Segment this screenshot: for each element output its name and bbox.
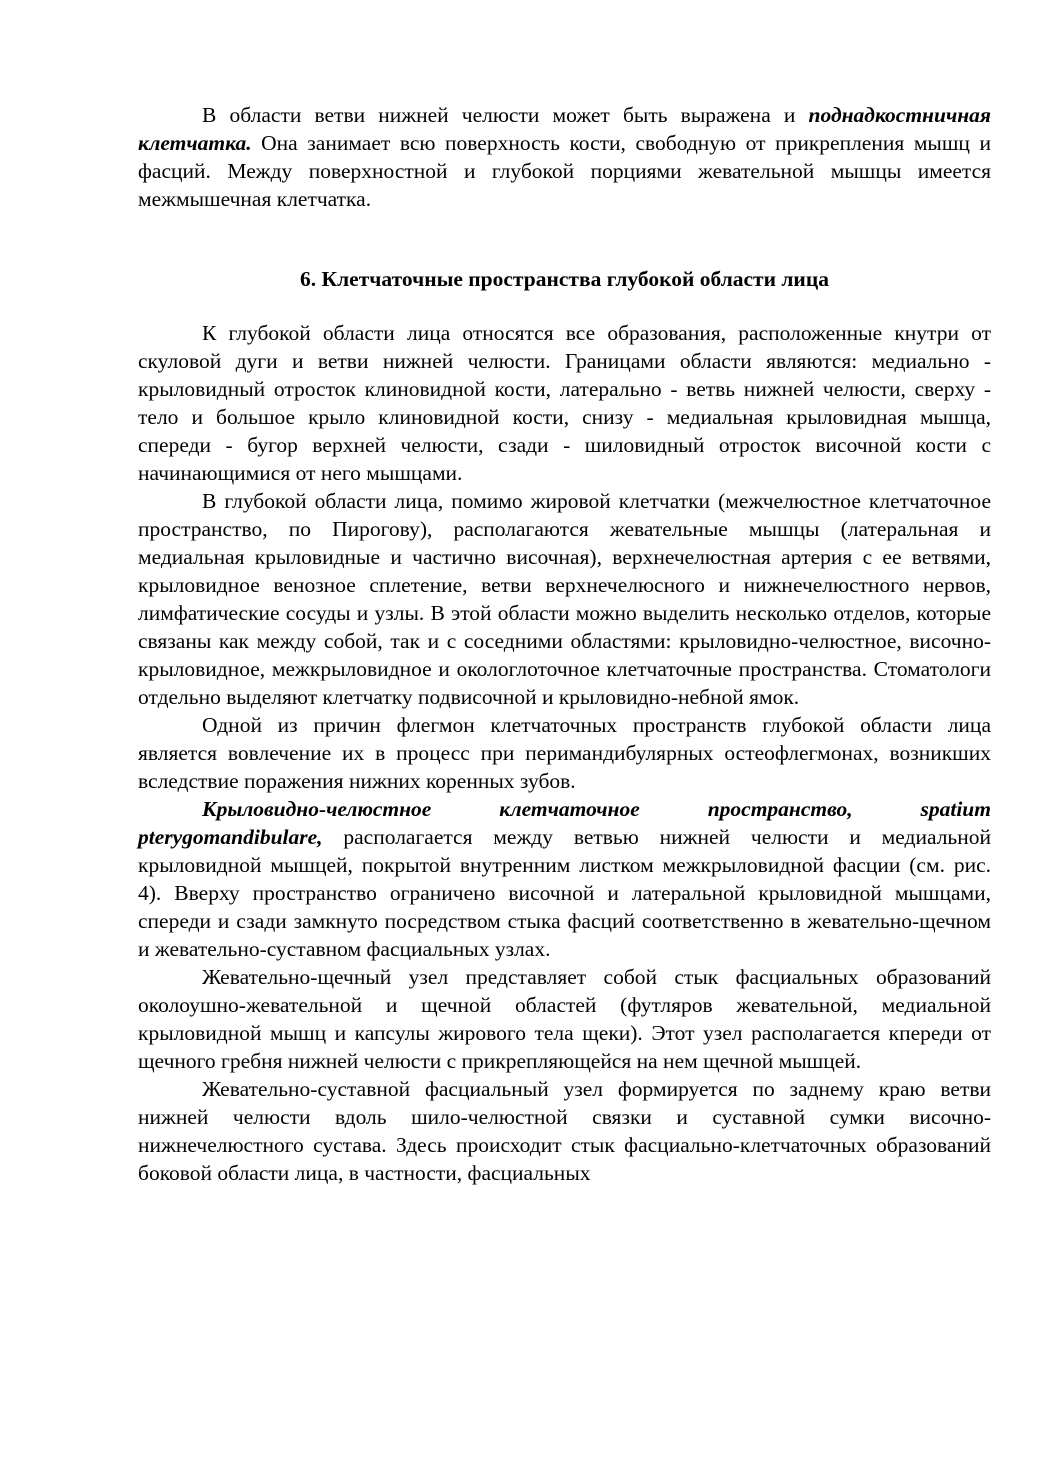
spacer: [138, 213, 991, 265]
paragraph-text: располагается между ветвью нижней челюсти и медиальной крыловидной мышцей, покрытой внутренним листком межкрыловидной фасции (см. рис. 4). Вверху пространство ограничено височной и латеральной крыловидной мышцами, спереди и сзади замкнуто посредством стыка фасций соответственно в жевательно-щечном и жевательно-суставном фасциальных узлах.: [138, 825, 991, 961]
paragraph-phlegmon-causes: Одной из причин флегмон клетчаточных пространств глубокой области лица является вовлечение их в процесс при перимандибулярных остеофлегмонах, возникших вследствие поражения нижних коренных зубов.: [138, 713, 991, 793]
paragraph-pterygomandibular-space: [138, 795, 991, 963]
paragraph-deep-region-borders: К глубокой области лица относятся все образования, расположенные кнутри от скуловой дуги и ветви нижней челюсти. Границами области являются: медиально - крыловидный отросток клиновидной кости, латерально - ветвь нижней челюсти, сверху - тело и большое крыло клиновидной кости, снизу - медиальная крыловидная мышца, спереди - бугор верхней челюсти, сзади - шиловидный отросток височной кости с начинающимися от него мышцами.: [138, 321, 991, 485]
term-pterygomandibular-space: Крыловидно-челюстное клетчаточное пространство, spatium pterygomandibulare,: [138, 797, 991, 849]
term-subperiosteal-tissue: поднадкостничная клетчатка.: [138, 103, 991, 155]
spacer: [138, 293, 991, 319]
paragraph-masseter-articular-node: Жевательно-суставной фасциальный узел формируется по заднему краю ветви нижней челюсти вдоль шило-челюстной связки и суставной сумки височно-нижнечелюстного сустава. Здесь происходит стык фасциально-клетчаточных образований боковой области лица, в частности, фасциальных: [138, 1077, 991, 1185]
document-page: [138, 101, 991, 1187]
paragraph-text: Она занимает всю поверхность кости, свободную от прикрепления мышц и фасций. Между поверхностной и глубокой порциями жевательной мышцы имеется межмышечная клетчатка.: [138, 131, 991, 211]
paragraph-text: В области ветви нижней челюсти может быть выражена и: [202, 103, 809, 127]
paragraph-masseter-buccal-node: Жевательно-щечный узел представляет собой стык фасциальных образований околоушно-жевательной и щечной областей (футляров жевательной, медиальной крыловидной мышц и капсулы жирового тела щеки). Этот узел располагается кпереди от щечного гребня нижней челюсти с прикрепляющейся на нем щечной мышцей.: [138, 965, 991, 1073]
paragraph-deep-region-contents: В глубокой области лица, помимо жировой клетчатки (межчелюстное клетчаточное пространство, по Пирогову), располагаются жевательные мышцы (латеральная и медиальная крыловидные и частично височная), верхнечелюстная артерия с ее ветвями, крыловидное венозное сплетение, ветви верхнечелюсного и нижнечелюстного нервов, лимфатические сосуды и узлы. В этой области можно выделить несколько отделов, которые связаны как между собой, так и с соседними областями: крыловидно-челюстное, височно-крыловидное, межкрыловидное и окологлоточное клетчаточные пространства. Стоматологи отдельно выделяют клетчатку подвисочной и крыловидно-небной ямок.: [138, 489, 991, 709]
paragraph-subperiosteal: [138, 101, 991, 213]
section-heading: 6. Клетчаточные пространства глубокой области лица: [300, 267, 829, 291]
